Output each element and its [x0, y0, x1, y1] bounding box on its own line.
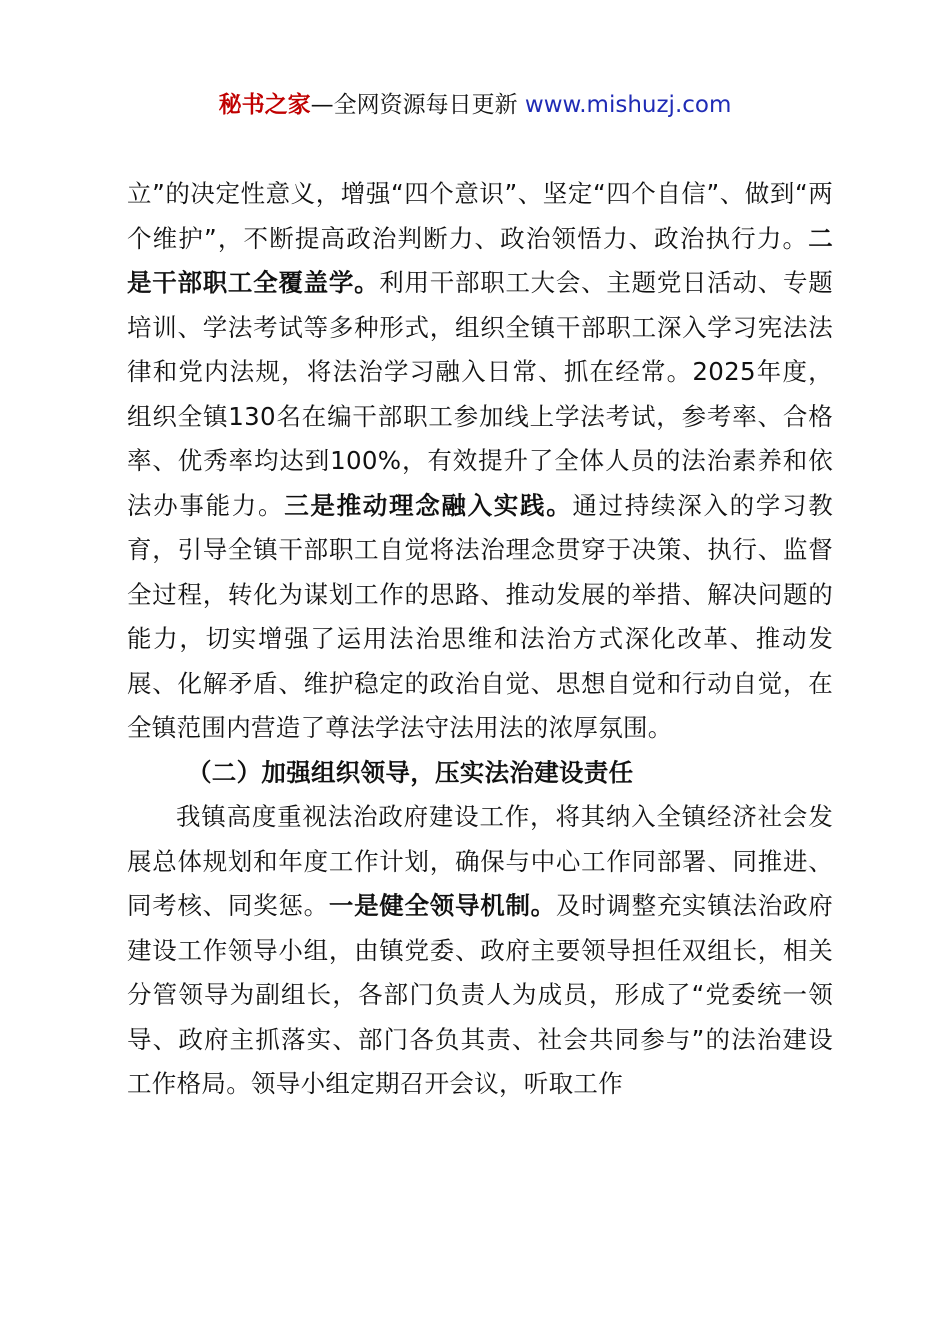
paragraph-2-bold-point-1: 一是健全领导机制。 — [328, 891, 556, 920]
paragraph-1-bold-point-2: 二是干部职工全覆盖学。 — [127, 223, 833, 297]
section-heading: （二）加强组织领导，压实法治建设责任 — [187, 757, 634, 787]
paragraph-1 — [127, 172, 833, 751]
header-tagline: —全网资源每日更新 — [310, 92, 525, 118]
header-brand: 秘书之家 — [218, 92, 311, 118]
header-url-link[interactable]: www.mishuzj.com — [524, 92, 732, 118]
paragraph-1-text-e: 通过持续深入的学习教育，引导全镇干部职工自觉将法治理念贯穿于决策、执行、监督全过程，转化为谋划工作的思路、推动发展的举措、解决问题的能力，切实增强了运用法治思维和法治方式深化改革、推动发展、化解矛盾、维护稳定的政治自觉、思想自觉和行动自觉，在全镇范围内营造了尊法学法守法用法的浓厚氛围。 — [127, 490, 833, 742]
paragraph-2-text-a: 我镇高度重视法治政府建设工作，将其纳入全镇经济社会发展总体规划和年度工作计划，确保与中心工作同部署、同推进、同考核、同奖惩。 — [127, 802, 833, 920]
paragraph-2 — [127, 795, 833, 1107]
paragraph-2-text-c: 及时调整充实镇法治政府建设工作领导小组，由镇党委、政府主要领导担任双组长，相关分管领导为副组长，各部门负责人为成员，形成了“党委统一领导、政府主抓落实、部门各负其责、社会共同参与”的法治建设工作格局。领导小组定期召开会议，听取工作 — [127, 891, 833, 1098]
body-text — [127, 172, 833, 1107]
paragraph-1-text-c: 利用干部职工大会、主题党日活动、专题培训、学法考试等多种形式，组织全镇干部职工深入学习宪法法律和党内法规，将法治学习融入日常、抓在经常。2025年度，组织全镇130名在编干部职工参加线上学法考试，参考率、合格率、优秀率均达到100%，有效提升了全体人员的法治素养和依法办事能力。 — [127, 268, 833, 520]
page-header — [0, 88, 950, 122]
paragraph-1-bold-point-3: 三是推动理念融入实践。 — [284, 490, 573, 520]
paragraph-1-text-a: 立”的决定性意义，增强“四个意识”、坚定“四个自信”、做到“两个维护”，不断提高政治判断力、政治领悟力、政治执行力。 — [127, 179, 833, 253]
